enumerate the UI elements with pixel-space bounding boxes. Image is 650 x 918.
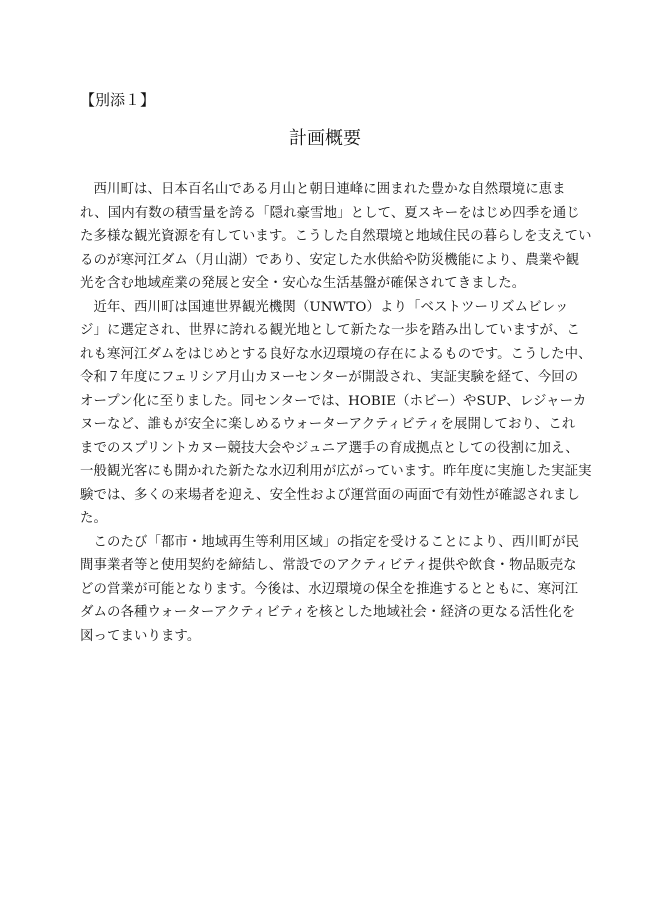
text-line: 令和７年度にフェリシア月山カヌーセンターが開設され、実証実験を経て、今回の: [80, 370, 579, 385]
text-line: までのスプリントカヌー競技大会やジュニア選手の育成拠点としての役割に加え、: [80, 440, 579, 456]
text-line: た多様な観光資源を有しています。こうした自然環境と地域住民の暮らしを支えてい: [80, 229, 592, 244]
text-line: このたび「都市・地域再生等利用区域」の指定を受けることにより、西川町が民: [80, 534, 580, 550]
text-line: 西川町は、日本百名山である月山と朝日連峰に囲まれた豊かな自然環境に恵ま: [80, 182, 566, 197]
text-line: 光を含む地域産業の発展と安全・安心な生活基盤が確保されてきました。: [80, 276, 526, 291]
text-line: どの営業が可能となります。今後は、水辺環境の保全を推進するとともに、寒河江: [80, 581, 579, 597]
text-line: 図ってまいります。: [80, 628, 201, 644]
text-line: 験では、多くの来場者を迎え、安全性および運営面の両面で有効性が確認されまし: [80, 487, 580, 503]
paragraph-1: [80, 178, 592, 296]
text-line: 一般観光客にも開かれた新たな水辺利用が広がっています。昨年度に実施した実証実: [80, 464, 592, 479]
paragraph-3: [80, 531, 580, 649]
text-line: た。: [80, 511, 107, 526]
attachment-label: 【別添１】: [80, 91, 156, 109]
page-title: 計画概要: [289, 128, 361, 149]
text-line: ジ」に選定され、世界に誇れる観光地として新たな一歩を踏み出していますが、こ: [80, 323, 580, 338]
body-text: [80, 178, 592, 648]
text-line: ヌーなど、誰もが安全に楽しめるウォーターアクティビティを展開しており、これ: [80, 417, 576, 432]
paragraph-2: [80, 296, 592, 531]
text-line: るのが寒河江ダム（月山湖）であり、安定した水供給や防災機能により、農業や観: [80, 252, 580, 268]
text-line: れも寒河江ダムをはじめとする良好な水辺環境の存在によるものです。こうした中、: [80, 346, 592, 362]
text-line: れ、国内有数の積雪量を誇る「隠れ豪雪地」として、夏スキーをはじめ四季を通じ: [80, 205, 580, 221]
text-line: オープン化に至りました。同センターでは、HOBIE（ホビー）やSUP、レジャーカ: [80, 393, 587, 409]
text-line: ダムの各種ウォーターアクティビティを核とした地域社会・経済の更なる活性化を: [80, 605, 576, 620]
text-line: 近年、西川町は国連世界観光機関（UNWTO）より「ベストツーリズムビレッ: [80, 299, 569, 315]
text-line: 間事業者等と使用契約を締結し、常設でのアクティビティ提供や飲食・物品販売な: [80, 558, 577, 573]
